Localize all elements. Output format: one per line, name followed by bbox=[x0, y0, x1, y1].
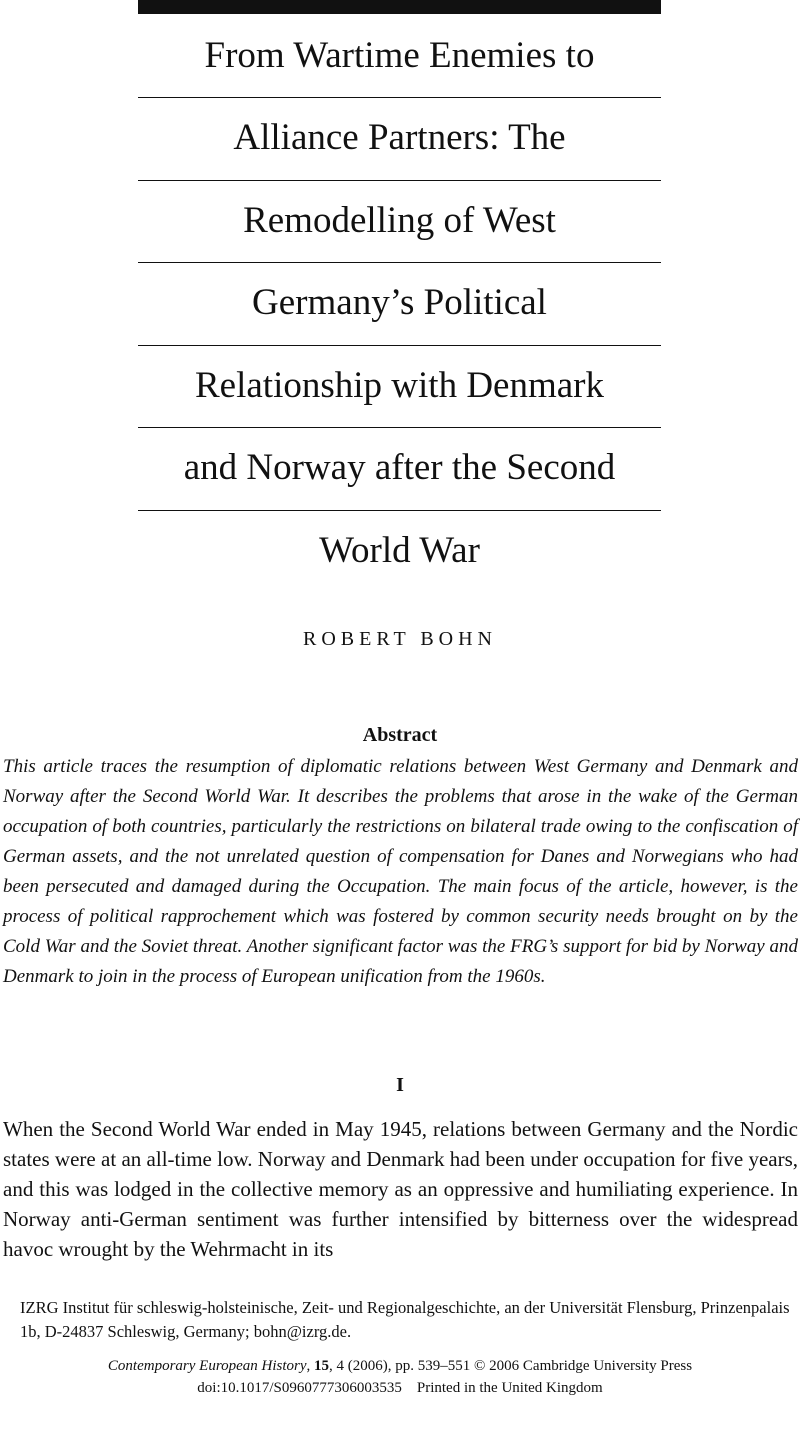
title-rule-6 bbox=[138, 510, 661, 511]
title-rule-1 bbox=[138, 97, 661, 98]
abstract-text: This article traces the resumption of diplomatic relations between West Germany and Denmark and Norway after the Second World War. It describes the problems that arose in the wake of the German occupation of both countries, particularly the restrictions on bilateral trade owing to the confiscation of German assets, and the not unrelated question of compensation for Danes and Norwegians who had been persecuted and damaged during the Occupation. The main focus of the article, however, is the process of political rapprochement which was fostered by common security needs brought on by the Cold War and the Soviet threat. Another significant factor was the FRG’s support for bid by Norway and Denmark to join in the process of European unification from the 1960s. bbox=[3, 756, 798, 987]
title-rule-4 bbox=[138, 345, 661, 346]
body-paragraph: When the Second World War ended in May 1945, relations between Germany and the Nordic states were at an all-time low. Norway and Denmark had been under occupation for five years, and this was lodged in the collective memory as an oppressive and humiliating experience. In Norway anti-German sentiment was further intensified by bitterness over the widespread havoc wrought by the Wehrmacht in its bbox=[3, 1117, 798, 1261]
title-rule-3 bbox=[138, 262, 661, 263]
journal-citation bbox=[0, 1355, 800, 1399]
title-line-2: Alliance Partners: The bbox=[233, 117, 566, 158]
title-line-3: Remodelling of West bbox=[243, 200, 556, 241]
title-line-5: Relationship with Denmark bbox=[195, 365, 604, 406]
journal-name: Contemporary European History bbox=[107, 1358, 307, 1374]
journal-volume: 15 bbox=[314, 1358, 330, 1374]
journal-issue-pages: , 4 (2006), pp. 539–551 © 2006 Cambridge University Press bbox=[329, 1358, 693, 1374]
title-line-7: World War bbox=[319, 530, 480, 571]
title-rule-2 bbox=[138, 180, 661, 181]
citation-line-1: Contemporary European History, 15, 4 (2006), pp. 539–551 © 2006 Cambridge University Press bbox=[107, 1358, 693, 1374]
title-line-1: From Wartime Enemies to bbox=[204, 35, 595, 76]
abstract-heading: Abstract bbox=[362, 724, 438, 746]
author-affiliation: IZRG Institut für schleswig-holsteinische, Zeit- und Regionalgeschichte, an der Universität Flensburg, Prinzenpalais 1b, D-24837 Schleswig, Germany; bohn@izrg.de. bbox=[20, 1298, 790, 1341]
title-line-4: Germany’s Political bbox=[252, 282, 547, 323]
citation-doi-line: doi:10.1017/S0960777306003535 Printed in the United Kingdom bbox=[197, 1380, 603, 1396]
author-name: ROBERT BOHN bbox=[302, 628, 497, 650]
top-bar-decoration bbox=[138, 0, 661, 14]
title-rule-5 bbox=[138, 427, 661, 428]
section-number: I bbox=[396, 1074, 404, 1096]
title-line-6: and Norway after the Second bbox=[183, 447, 616, 488]
